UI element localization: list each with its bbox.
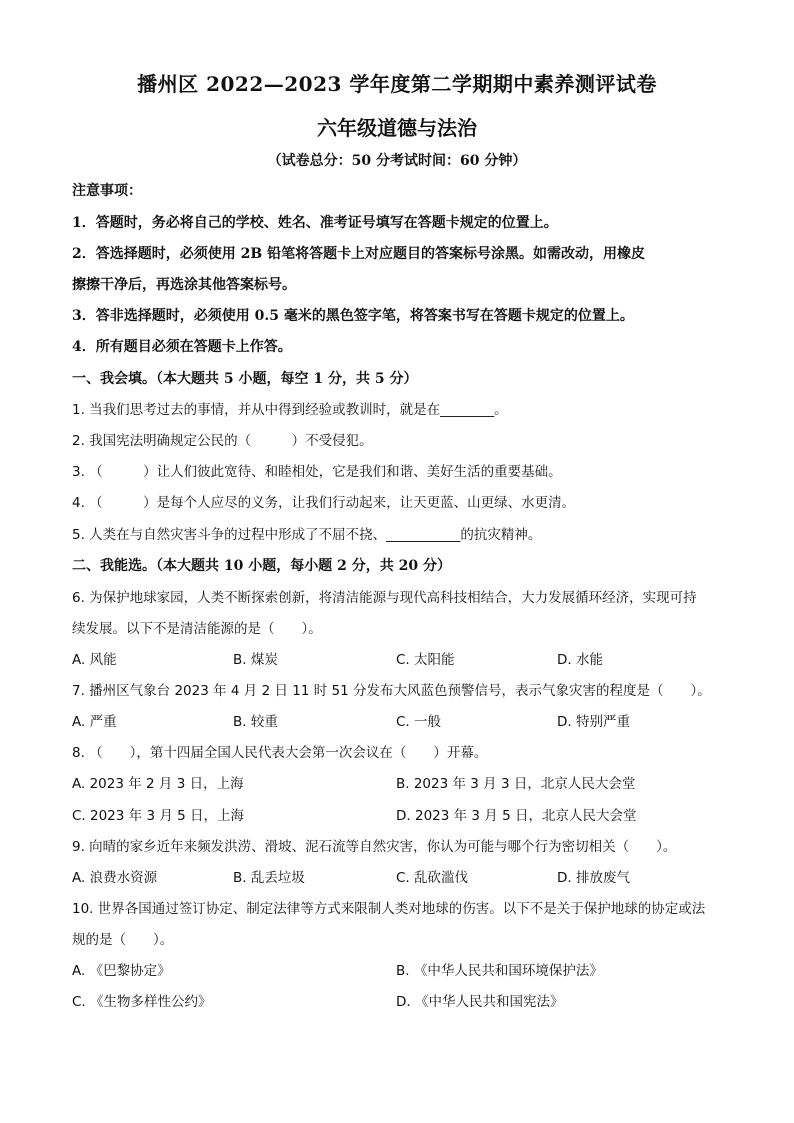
question-3: 3. （ ）让人们彼此宽待、和睦相处，它是我们和谐、美好生活的重要基础。 [72, 464, 562, 480]
question-10-line-1: 10. 世界各国通过签订协定、制定法律等方式来限制人类对地球的伤害。以下不是关于保护地球的协定或法 [72, 901, 706, 917]
q8-option-b: B. 2023 年 3 月 3 日，北京人民大会堂 [396, 776, 636, 792]
question-6-line-2: 续发展。以下不是清洁能源的是（ ）。 [72, 621, 322, 637]
question-6-line-1: 6. 为保护地球家园，人类不断探索创新，将清洁能源与现代高科技相结合，大力发展循环经济，实现可持 [72, 590, 697, 606]
question-8: 8. （ ），第十四届全国人民代表大会第一次会议在（ ）开幕。 [72, 745, 488, 761]
q7-option-c: C. 一般 [396, 714, 442, 730]
q7-option-d: D. 特别严重 [557, 714, 630, 730]
question-2: 2. 我国宪法明确规定公民的（ ）不受侵犯。 [72, 433, 373, 449]
section-2-heading: 二、我能选。（本大题共 10 小题，每小题 2 分，共 20 分） [72, 558, 451, 574]
q10-option-d: D. 《中华人民共和国宪法》 [396, 994, 564, 1010]
q9-option-d: D. 排放废气 [557, 870, 630, 886]
section-1-heading: 一、我会填。（本大题共 5 小题，每空 1 分，共 5 分） [72, 371, 418, 387]
question-9: 9. 向晴的家乡近年来频发洪涝、滑坡、泥石流等自然灾害，你认为可能与哪个行为密切相关（ ）。 [72, 839, 677, 855]
q7-option-a: A. 严重 [72, 714, 117, 730]
q8-option-c: C. 2023 年 3 月 5 日，上海 [72, 808, 244, 824]
q9-option-c: C. 乱砍滥伐 [396, 870, 469, 886]
exam-subtitle: 六年级道德与法治 [317, 116, 477, 140]
q10-option-a: A. 《巴黎协定》 [72, 963, 171, 979]
q10-option-c: C. 《生物多样性公约》 [72, 994, 212, 1010]
q6-option-a: A. 风能 [72, 652, 117, 668]
notice-heading: 注意事项： [72, 183, 142, 199]
q6-option-b: B. 煤炭 [233, 652, 278, 668]
q8-option-d: D. 2023 年 3 月 5 日，北京人民大会堂 [396, 808, 637, 824]
q10-option-b: B. 《中华人民共和国环境保护法》 [396, 963, 603, 979]
q6-option-d: D. 水能 [557, 652, 603, 668]
exam-title: 播州区 2022—2023 学年度第二学期期中素养测评试卷 [137, 72, 657, 96]
question-10-line-2: 规的是（ ）。 [72, 932, 174, 948]
question-4: 4. （ ）是每个人应尽的义务，让我们行动起来，让天更蓝、山更绿、水更清。 [72, 495, 576, 511]
q6-option-c: C. 太阳能 [396, 652, 455, 668]
question-5: 5. 人类在与自然灾害斗争的过程中形成了不屈不挠、___________的抗灾精神。 [72, 527, 542, 543]
q9-option-b: B. 乱丢垃圾 [233, 870, 305, 886]
notice-item: 2．答选择题时，必须使用 2B 铅笔将答题卡上对应题目的答案标号涂黑。如需改动，用橡皮 [72, 246, 646, 262]
question-7: 7. 播州区气象台 2023 年 4 月 2 日 11 时 51 分发布大风蓝色预警信号，表示气象灾害的程度是（ ）。 [72, 683, 711, 699]
exam-meta: （试卷总分：50 分考试时间：60 分钟） [267, 153, 527, 169]
q9-option-a: A. 浪费水资源 [72, 870, 158, 886]
notice-item: 擦擦干净后，再选涂其他答案标号。 [72, 277, 296, 293]
notice-item: 3．答非选择题时，必须使用 0.5 毫米的黑色签字笔，将答案书写在答题卡规定的位置上。 [72, 308, 634, 324]
question-1: 1. 当我们思考过去的事情，并从中得到经验或教训时，就是在________。 [72, 402, 508, 418]
q8-option-a: A. 2023 年 2 月 3 日，上海 [72, 776, 244, 792]
q7-option-b: B. 较重 [233, 714, 278, 730]
notice-item: 1．答题时，务必将自己的学校、姓名、准考证号填写在答题卡规定的位置上。 [72, 215, 558, 231]
notice-item: 4．所有题目必须在答题卡上作答。 [72, 339, 292, 355]
